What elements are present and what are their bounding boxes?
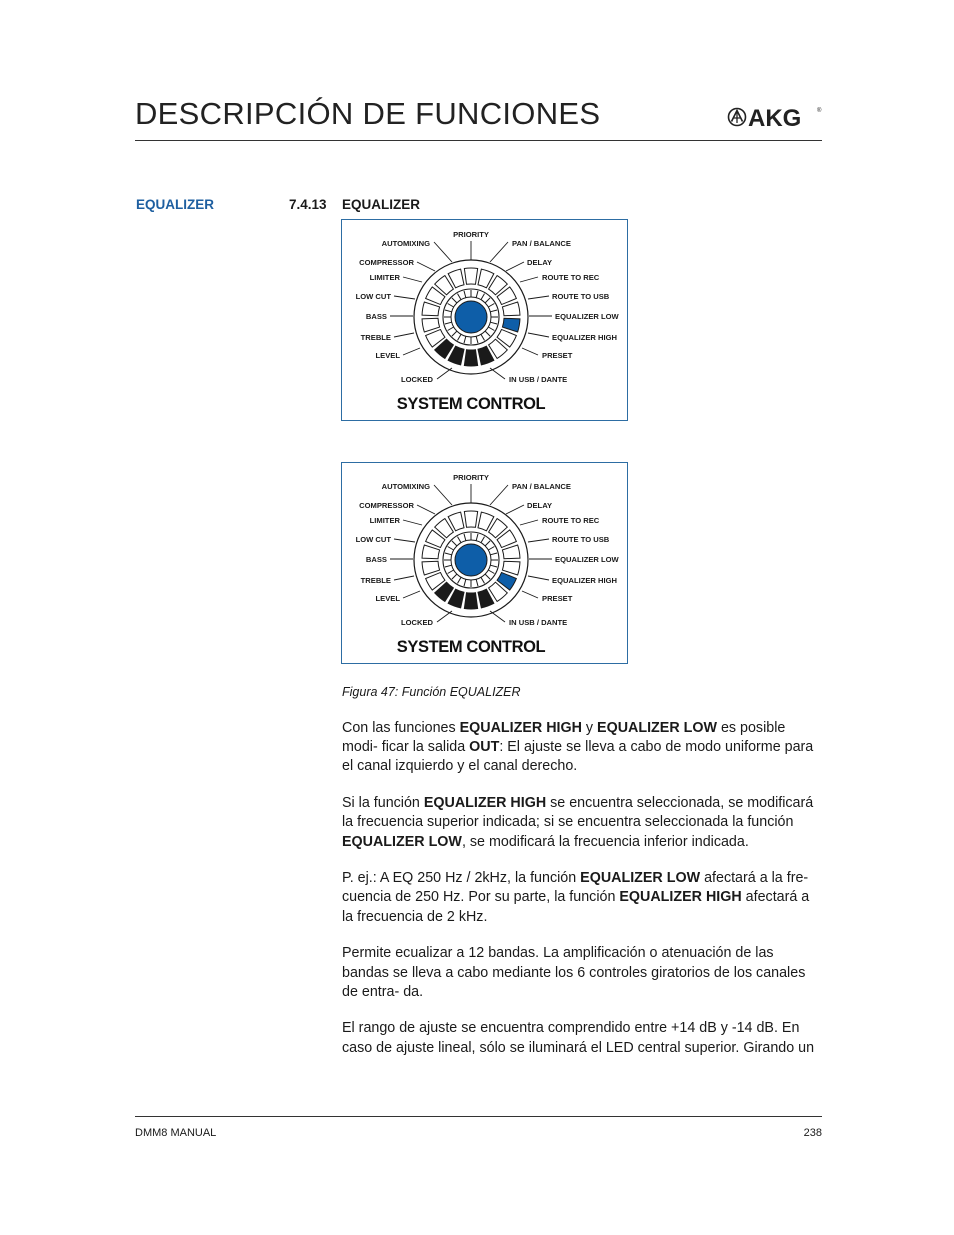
dial-label-equalizer-low: EQUALIZER LOW xyxy=(555,312,619,321)
dial-label-priority: PRIORITY xyxy=(453,473,489,482)
section-title: EQUALIZER xyxy=(342,197,421,212)
dial-led-segment xyxy=(422,318,440,332)
body-text xyxy=(342,719,824,1075)
label-leader-line xyxy=(403,591,420,598)
dial-led-segment xyxy=(422,302,440,316)
label-leader-line xyxy=(490,611,505,622)
label-leader-line xyxy=(403,277,422,282)
label-leader-line xyxy=(417,505,435,514)
page-number: 238 xyxy=(803,1127,822,1139)
dial-label-route-to-rec: ROUTE TO REC xyxy=(542,273,600,282)
dial-label-route-to-usb: ROUTE TO USB xyxy=(552,535,610,544)
paragraph: Con las funciones EQUALIZER HIGH y EQUALIZER LOW es posible modi- ficar la salida OUT: El ajuste se lleva a cabo de modo uniforme para el canal izquierdo y el canal derecho. xyxy=(342,720,814,775)
label-leader-line xyxy=(434,485,452,505)
label-leader-line xyxy=(403,520,422,525)
label-leader-line xyxy=(437,368,452,379)
rotary-knob xyxy=(455,301,487,333)
dial-led-segment-lit xyxy=(464,350,477,366)
label-leader-line xyxy=(528,576,549,580)
label-leader-line xyxy=(403,348,420,355)
label-leader-line xyxy=(528,333,549,337)
diagram-title: SYSTEM CONTROL xyxy=(396,395,546,413)
label-leader-line xyxy=(490,485,508,505)
dial-label-limiter: LIMITER xyxy=(369,516,400,525)
akg-logo-text: AKG xyxy=(748,105,802,130)
dial-label-bass: BASS xyxy=(365,312,387,321)
dial-label-locked: LOCKED xyxy=(400,618,433,627)
paragraph: Si la función EQUALIZER HIGH se encuentra seleccionada, se modificará la frecuencia superior indicada; si se encuentra seleccionada la función EQUALIZER LOW, se modificará la frecuencia inferior indicada. xyxy=(342,795,814,850)
dial-label-preset: PRESET xyxy=(542,594,573,603)
dial-label-bass: BASS xyxy=(365,555,387,564)
dial-label-in-usb-dante: IN USB / DANTE xyxy=(509,375,568,384)
dial-label-level: LEVEL xyxy=(375,594,400,603)
dial-label-delay: DELAY xyxy=(527,258,553,267)
footer-rule xyxy=(135,1116,822,1117)
paragraph: El rango de ajuste se encuentra comprendido entre +14 dB y -14 dB. En caso de ajuste lineal, sólo se iluminará el LED central superior. Girando un xyxy=(342,1020,815,1056)
dial-label-low-cut: LOW CUT xyxy=(355,535,391,544)
dial-label-route-to-usb: ROUTE TO USB xyxy=(552,292,610,301)
dial-led-segment-selected xyxy=(502,318,520,332)
dial-led-segment xyxy=(502,302,520,316)
dial-label-low-cut: LOW CUT xyxy=(355,292,391,301)
label-leader-line xyxy=(490,368,505,379)
label-leader-line xyxy=(506,505,524,514)
label-leader-line xyxy=(520,520,538,525)
dial-led-segment xyxy=(422,561,440,575)
diagram-title: SYSTEM CONTROL xyxy=(396,638,546,656)
figure-caption: Figura 47: Función EQUALIZER xyxy=(342,685,521,699)
paragraph: Permite ecualizar a 12 bandas. La amplificación o atenuación de las bandas se lleva a cabo mediante los 6 controles giratorios de los canales de entra- da. xyxy=(342,945,806,1000)
section-number: 7.4.13 xyxy=(289,197,327,212)
label-leader-line xyxy=(394,333,414,337)
system-control-dial xyxy=(342,220,627,420)
dial-label-treble: TREBLE xyxy=(360,576,391,585)
label-leader-line xyxy=(394,296,415,299)
footer-manual-name: DMM8 MANUAL xyxy=(135,1127,217,1139)
akg-logo-mark: ® xyxy=(817,108,822,114)
dial-label-equalizer-high: EQUALIZER HIGH xyxy=(552,576,617,585)
system-control-diagram-equalizer-high xyxy=(341,462,628,664)
page-title: DESCRIPCIÓN DE FUNCIONES xyxy=(135,96,601,131)
header-rule xyxy=(135,140,822,141)
label-leader-line xyxy=(520,277,538,282)
paragraph: P. ej.: A EQ 250 Hz / 2kHz, la función EQUALIZER LOW afectará a la fre- cuencia de 250 Hz. Por su parte, la función EQUALIZER HIGH afectará a la frecuencia de 2 kHz. xyxy=(342,870,810,925)
dial-led-segment xyxy=(464,268,477,284)
dial-led-segment xyxy=(502,561,520,575)
system-control-dial xyxy=(342,463,627,663)
dial-label-level: LEVEL xyxy=(375,351,400,360)
label-leader-line xyxy=(528,296,549,299)
dial-label-automixing: AUTOMIXING xyxy=(381,239,430,248)
label-leader-line xyxy=(394,576,414,580)
label-leader-line xyxy=(437,611,452,622)
dial-label-locked: LOCKED xyxy=(400,375,433,384)
dial-led-segment xyxy=(464,511,477,527)
rotary-knob xyxy=(455,544,487,576)
dial-led-segment-lit xyxy=(464,593,477,609)
dial-led-segment xyxy=(502,545,520,559)
dial-label-preset: PRESET xyxy=(542,351,573,360)
dial-label-route-to-rec: ROUTE TO REC xyxy=(542,516,600,525)
dial-label-treble: TREBLE xyxy=(360,333,391,342)
label-leader-line xyxy=(417,262,435,271)
akg-emblem-icon xyxy=(729,109,746,126)
dial-label-compressor: COMPRESSOR xyxy=(359,258,414,267)
dial-label-pan-balance: PAN / BALANCE xyxy=(512,482,571,491)
label-leader-line xyxy=(434,242,452,262)
label-leader-line xyxy=(522,348,538,355)
dial-label-priority: PRIORITY xyxy=(453,230,489,239)
dial-label-compressor: COMPRESSOR xyxy=(359,501,414,510)
dial-label-equalizer-high: EQUALIZER HIGH xyxy=(552,333,617,342)
dial-label-automixing: AUTOMIXING xyxy=(381,482,430,491)
label-leader-line xyxy=(490,242,508,262)
dial-label-in-usb-dante: IN USB / DANTE xyxy=(509,618,568,627)
label-leader-line xyxy=(394,539,415,542)
label-leader-line xyxy=(528,539,549,542)
akg-logo xyxy=(727,104,823,130)
dial-label-equalizer-low: EQUALIZER LOW xyxy=(555,555,619,564)
side-label: EQUALIZER xyxy=(136,197,215,212)
dial-label-delay: DELAY xyxy=(527,501,553,510)
dial-led-segment xyxy=(422,545,440,559)
label-leader-line xyxy=(522,591,538,598)
dial-label-limiter: LIMITER xyxy=(369,273,400,282)
dial-label-pan-balance: PAN / BALANCE xyxy=(512,239,571,248)
label-leader-line xyxy=(506,262,524,271)
system-control-diagram-equalizer-low xyxy=(341,219,628,421)
